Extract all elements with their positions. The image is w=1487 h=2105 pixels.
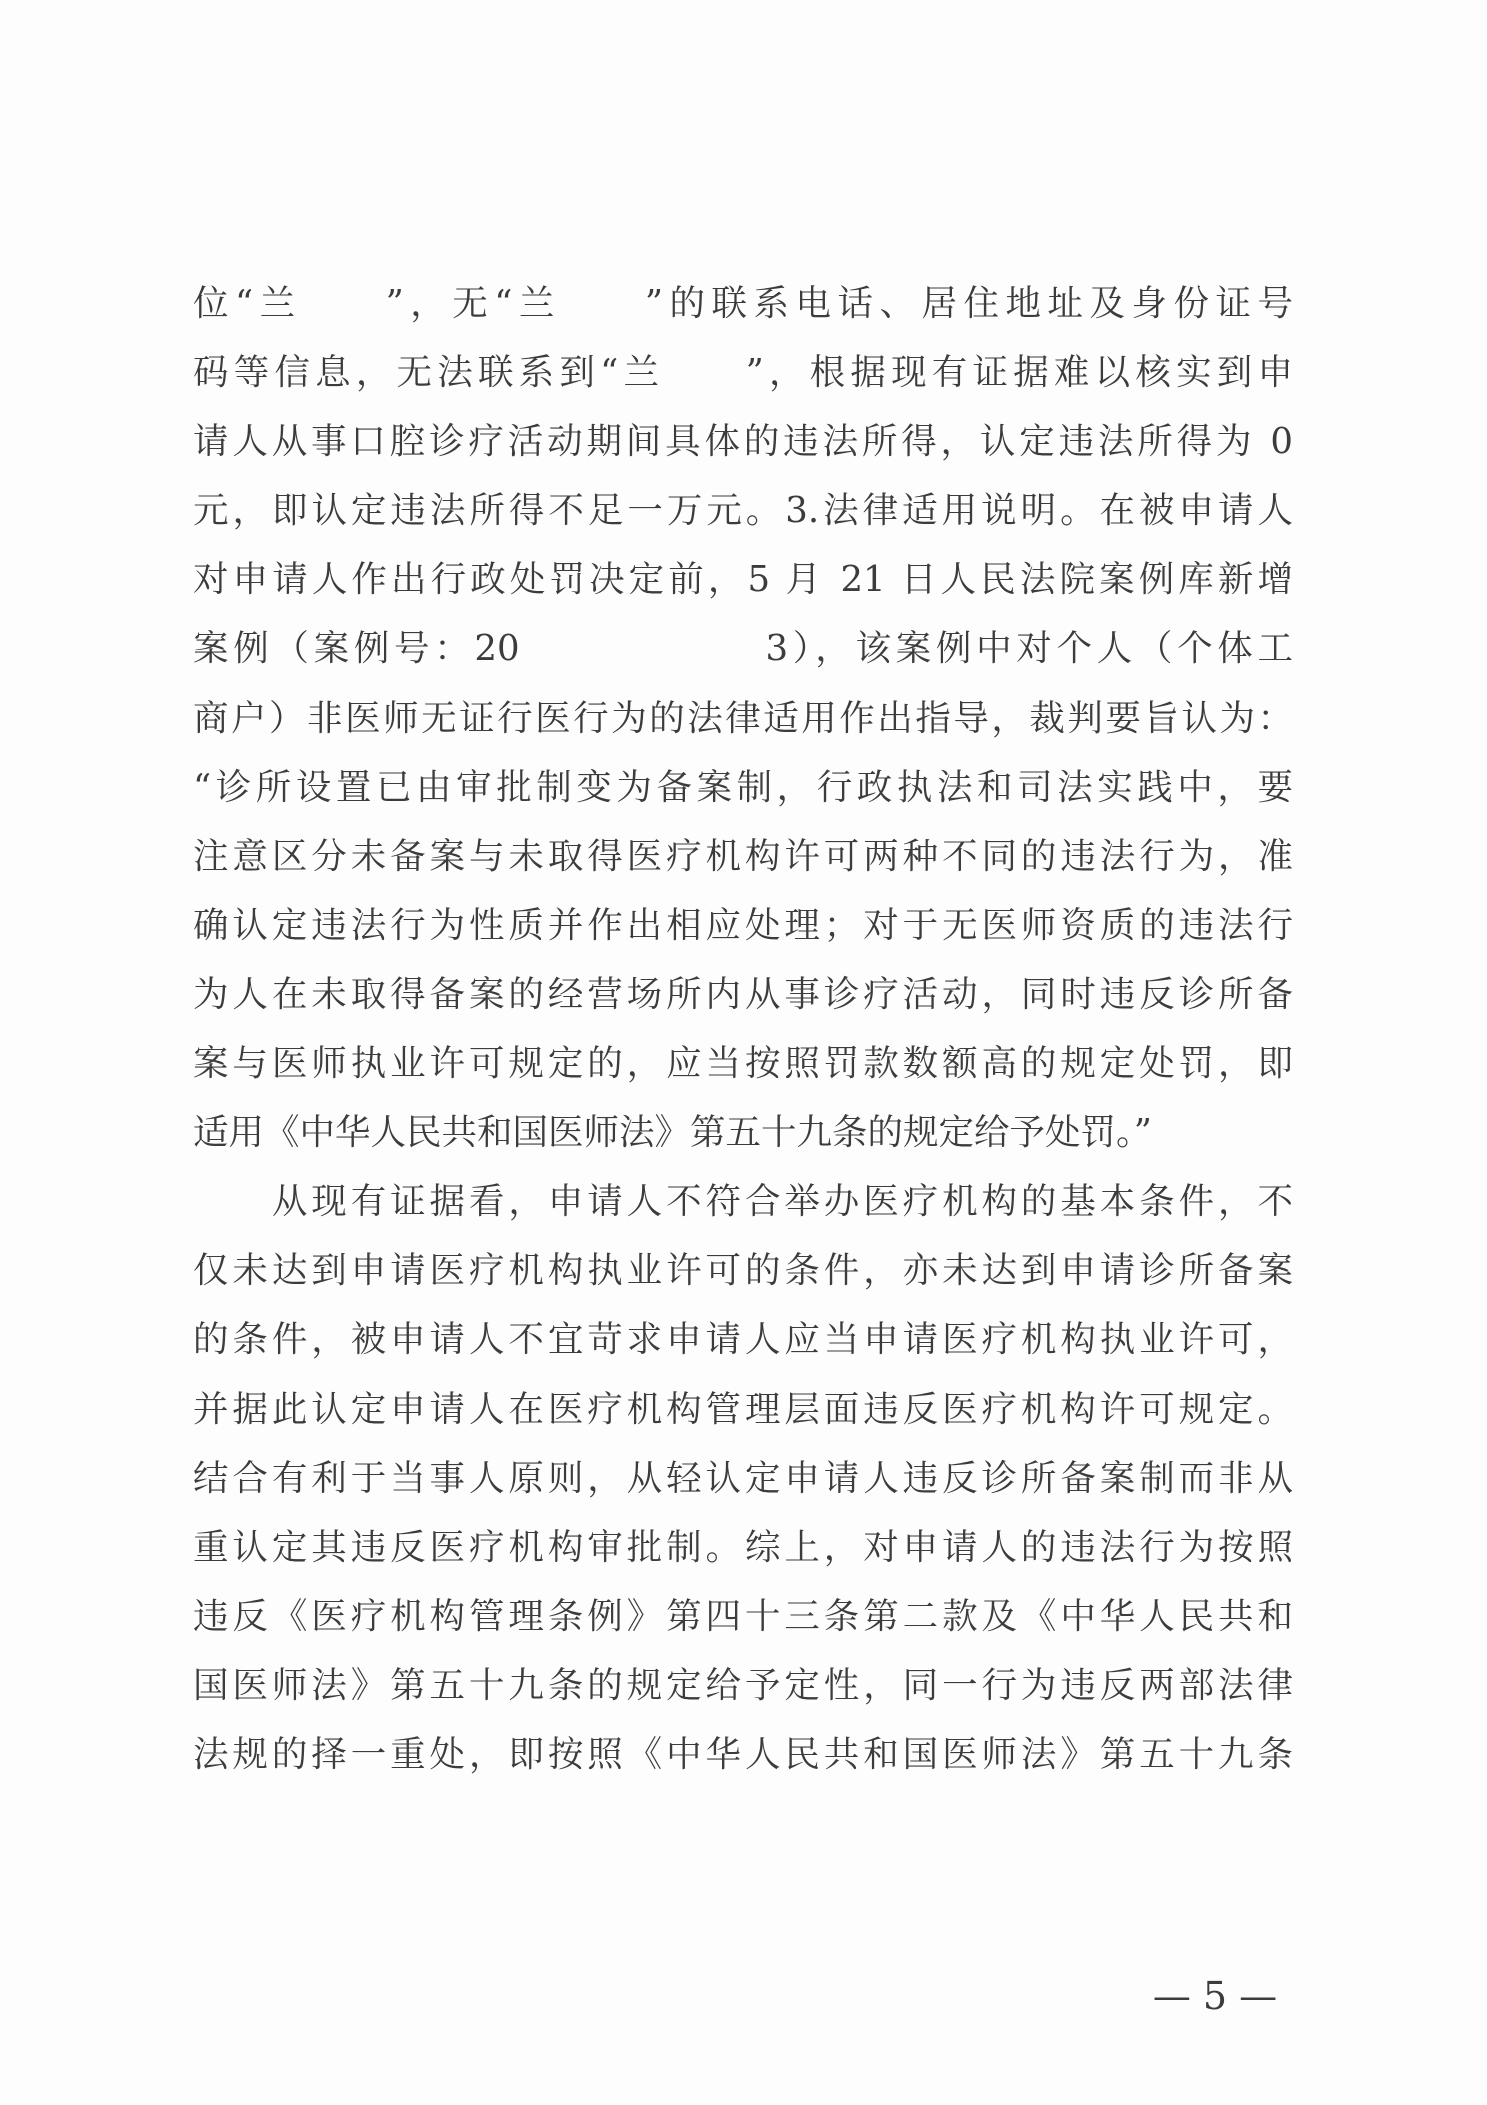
text-line: 请人从事口腔诊疗活动期间具体的违法所得，认定违法所得为 0 xyxy=(193,421,1293,463)
text-line: 元，即认定违法所得不足一万元。3.法律适用说明。在被申请人 xyxy=(193,490,1293,532)
text-line: 商户）非医师无证行医行为的法律适用作出指导，裁判要旨认为： xyxy=(193,697,1293,739)
text-line: 案例（案例号：20 3），该案例中对个人（个体工 xyxy=(193,628,1293,670)
text-line: 仅未达到申请医疗机构执业许可的条件，亦未达到申请诊所备案 xyxy=(193,1250,1293,1292)
text-line: 确认定违法行为性质并作出相应处理；对于无医师资质的违法行 xyxy=(193,904,1293,946)
text-line: 法规的择一重处，即按照《中华人民共和国医师法》第五十九条 xyxy=(193,1733,1293,1775)
page-number: — 5 — xyxy=(1152,1974,1278,2018)
text-line: 注意区分未备案与未取得医疗机构许可两种不同的违法行为，准 xyxy=(193,835,1293,877)
text-line: 违反《医疗机构管理条例》第四十三条第二款及《中华人民共和 xyxy=(193,1595,1293,1637)
text-line: 为人在未取得备案的经营场所内从事诊疗活动，同时违反诊所备 xyxy=(193,973,1293,1015)
text-line: 适用《中华人民共和国医师法》第五十九条的规定给予处罚。” xyxy=(193,1112,1152,1154)
document-body xyxy=(193,280,1293,1800)
text-line: 码等信息，无法联系到“兰 ”，根据现有证据难以核实到申 xyxy=(193,352,1293,394)
text-line: 并据此认定申请人在医疗机构管理层面违反医疗机构许可规定。 xyxy=(193,1388,1293,1430)
text-line: 国医师法》第五十九条的规定给予定性，同一行为违反两部法律 xyxy=(193,1664,1293,1706)
text-line: 的条件，被申请人不宜苛求申请人应当申请医疗机构执业许可， xyxy=(193,1319,1293,1361)
text-line: 从现有证据看，申请人不符合举办医疗机构的基本条件，不 xyxy=(193,1181,1293,1223)
text-line: 重认定其违反医疗机构审批制。综上，对申请人的违法行为按照 xyxy=(193,1526,1293,1568)
text-line: 结合有利于当事人原则，从轻认定申请人违反诊所备案制而非从 xyxy=(193,1457,1293,1499)
text-line: “诊所设置已由审批制变为备案制，行政执法和司法实践中，要 xyxy=(193,766,1293,808)
text-line: 位“兰 ”，无“兰 ”的联系电话、居住地址及身份证号 xyxy=(193,283,1293,324)
text-line: 案与医师执业许可规定的，应当按照罚款数额高的规定处罚，即 xyxy=(193,1043,1293,1085)
text-line: 对申请人作出行政处罚决定前，5 月 21 日人民法院案例库新增 xyxy=(193,559,1293,601)
